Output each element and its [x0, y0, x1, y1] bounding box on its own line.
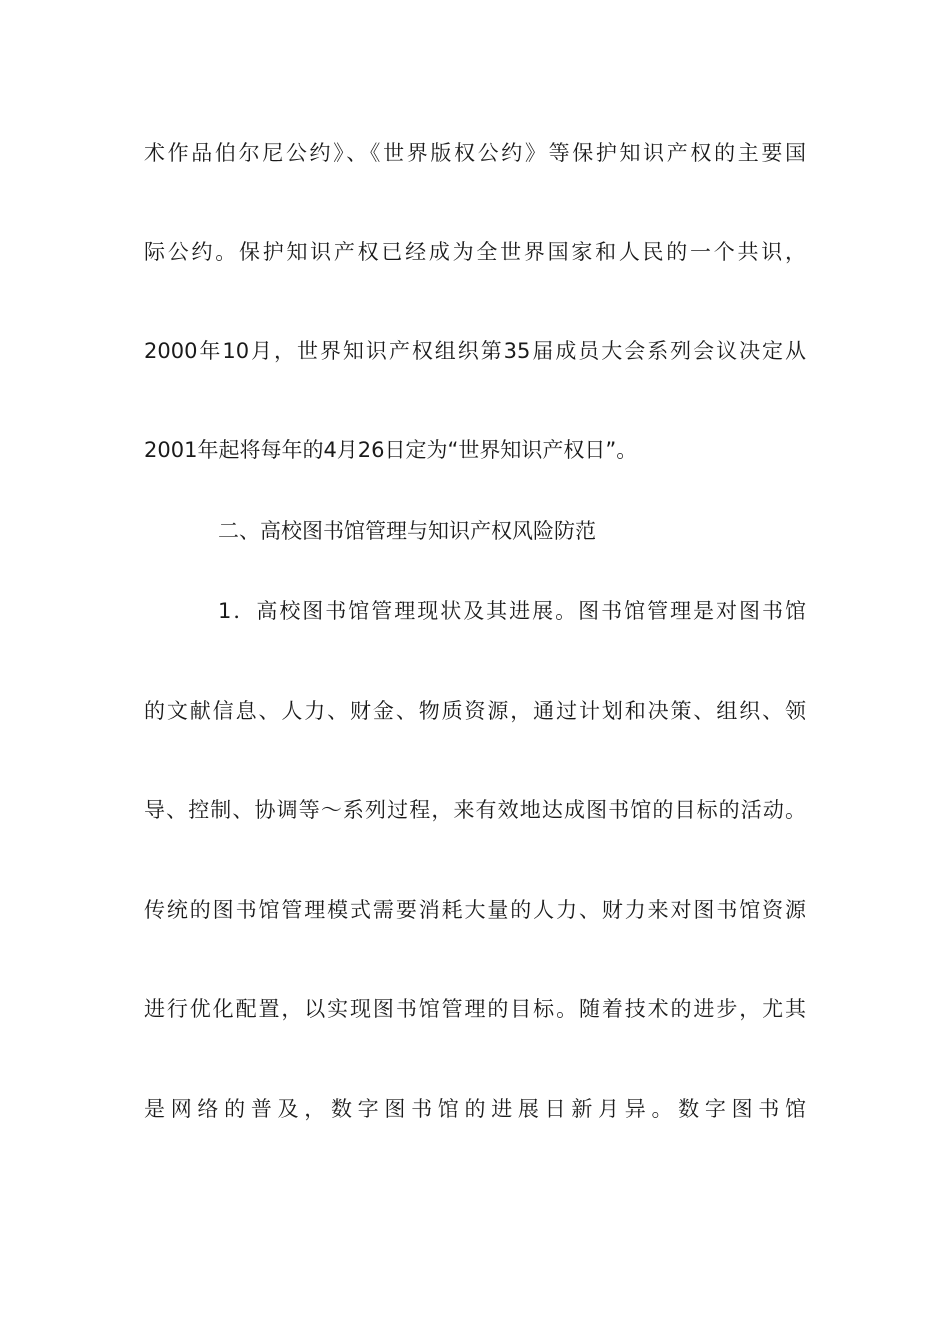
- body-text-line: 2001年起将每年的4月26日定为“世界知识产权日”。: [144, 438, 638, 462]
- body-text-line: 进行优化配置，以实现图书馆管理的目标。随着技术的进步，尤其: [144, 997, 806, 1021]
- body-text-line: 际公约。保护知识产权已经成为全世界国家和人民的一个共识，: [144, 240, 806, 264]
- body-text-line: 导、控制、协调等～系列过程，来有效地达成图书馆的目标的活动。: [144, 798, 806, 822]
- body-text-line: 1．高校图书馆管理现状及其进展。图书馆管理是对图书馆: [218, 599, 806, 623]
- body-text-line: 2000年10月，世界知识产权组织第35届成员大会系列会议决定从: [144, 339, 806, 363]
- section-heading: 二、高校图书馆管理与知识产权风险防范: [218, 519, 596, 543]
- body-text-line: 传统的图书馆管理模式需要消耗大量的人力、财力来对图书馆资源: [144, 898, 806, 922]
- body-text-line: 的文献信息、人力、财金、物质资源，通过计划和决策、组织、领: [144, 699, 806, 723]
- body-text-line: 术作品伯尔尼公约》、《世界版权公约》等保护知识产权的主要国: [144, 141, 806, 165]
- body-text-line: 是网络的普及，数字图书馆的进展日新月异。数字图书馆: [144, 1097, 806, 1121]
